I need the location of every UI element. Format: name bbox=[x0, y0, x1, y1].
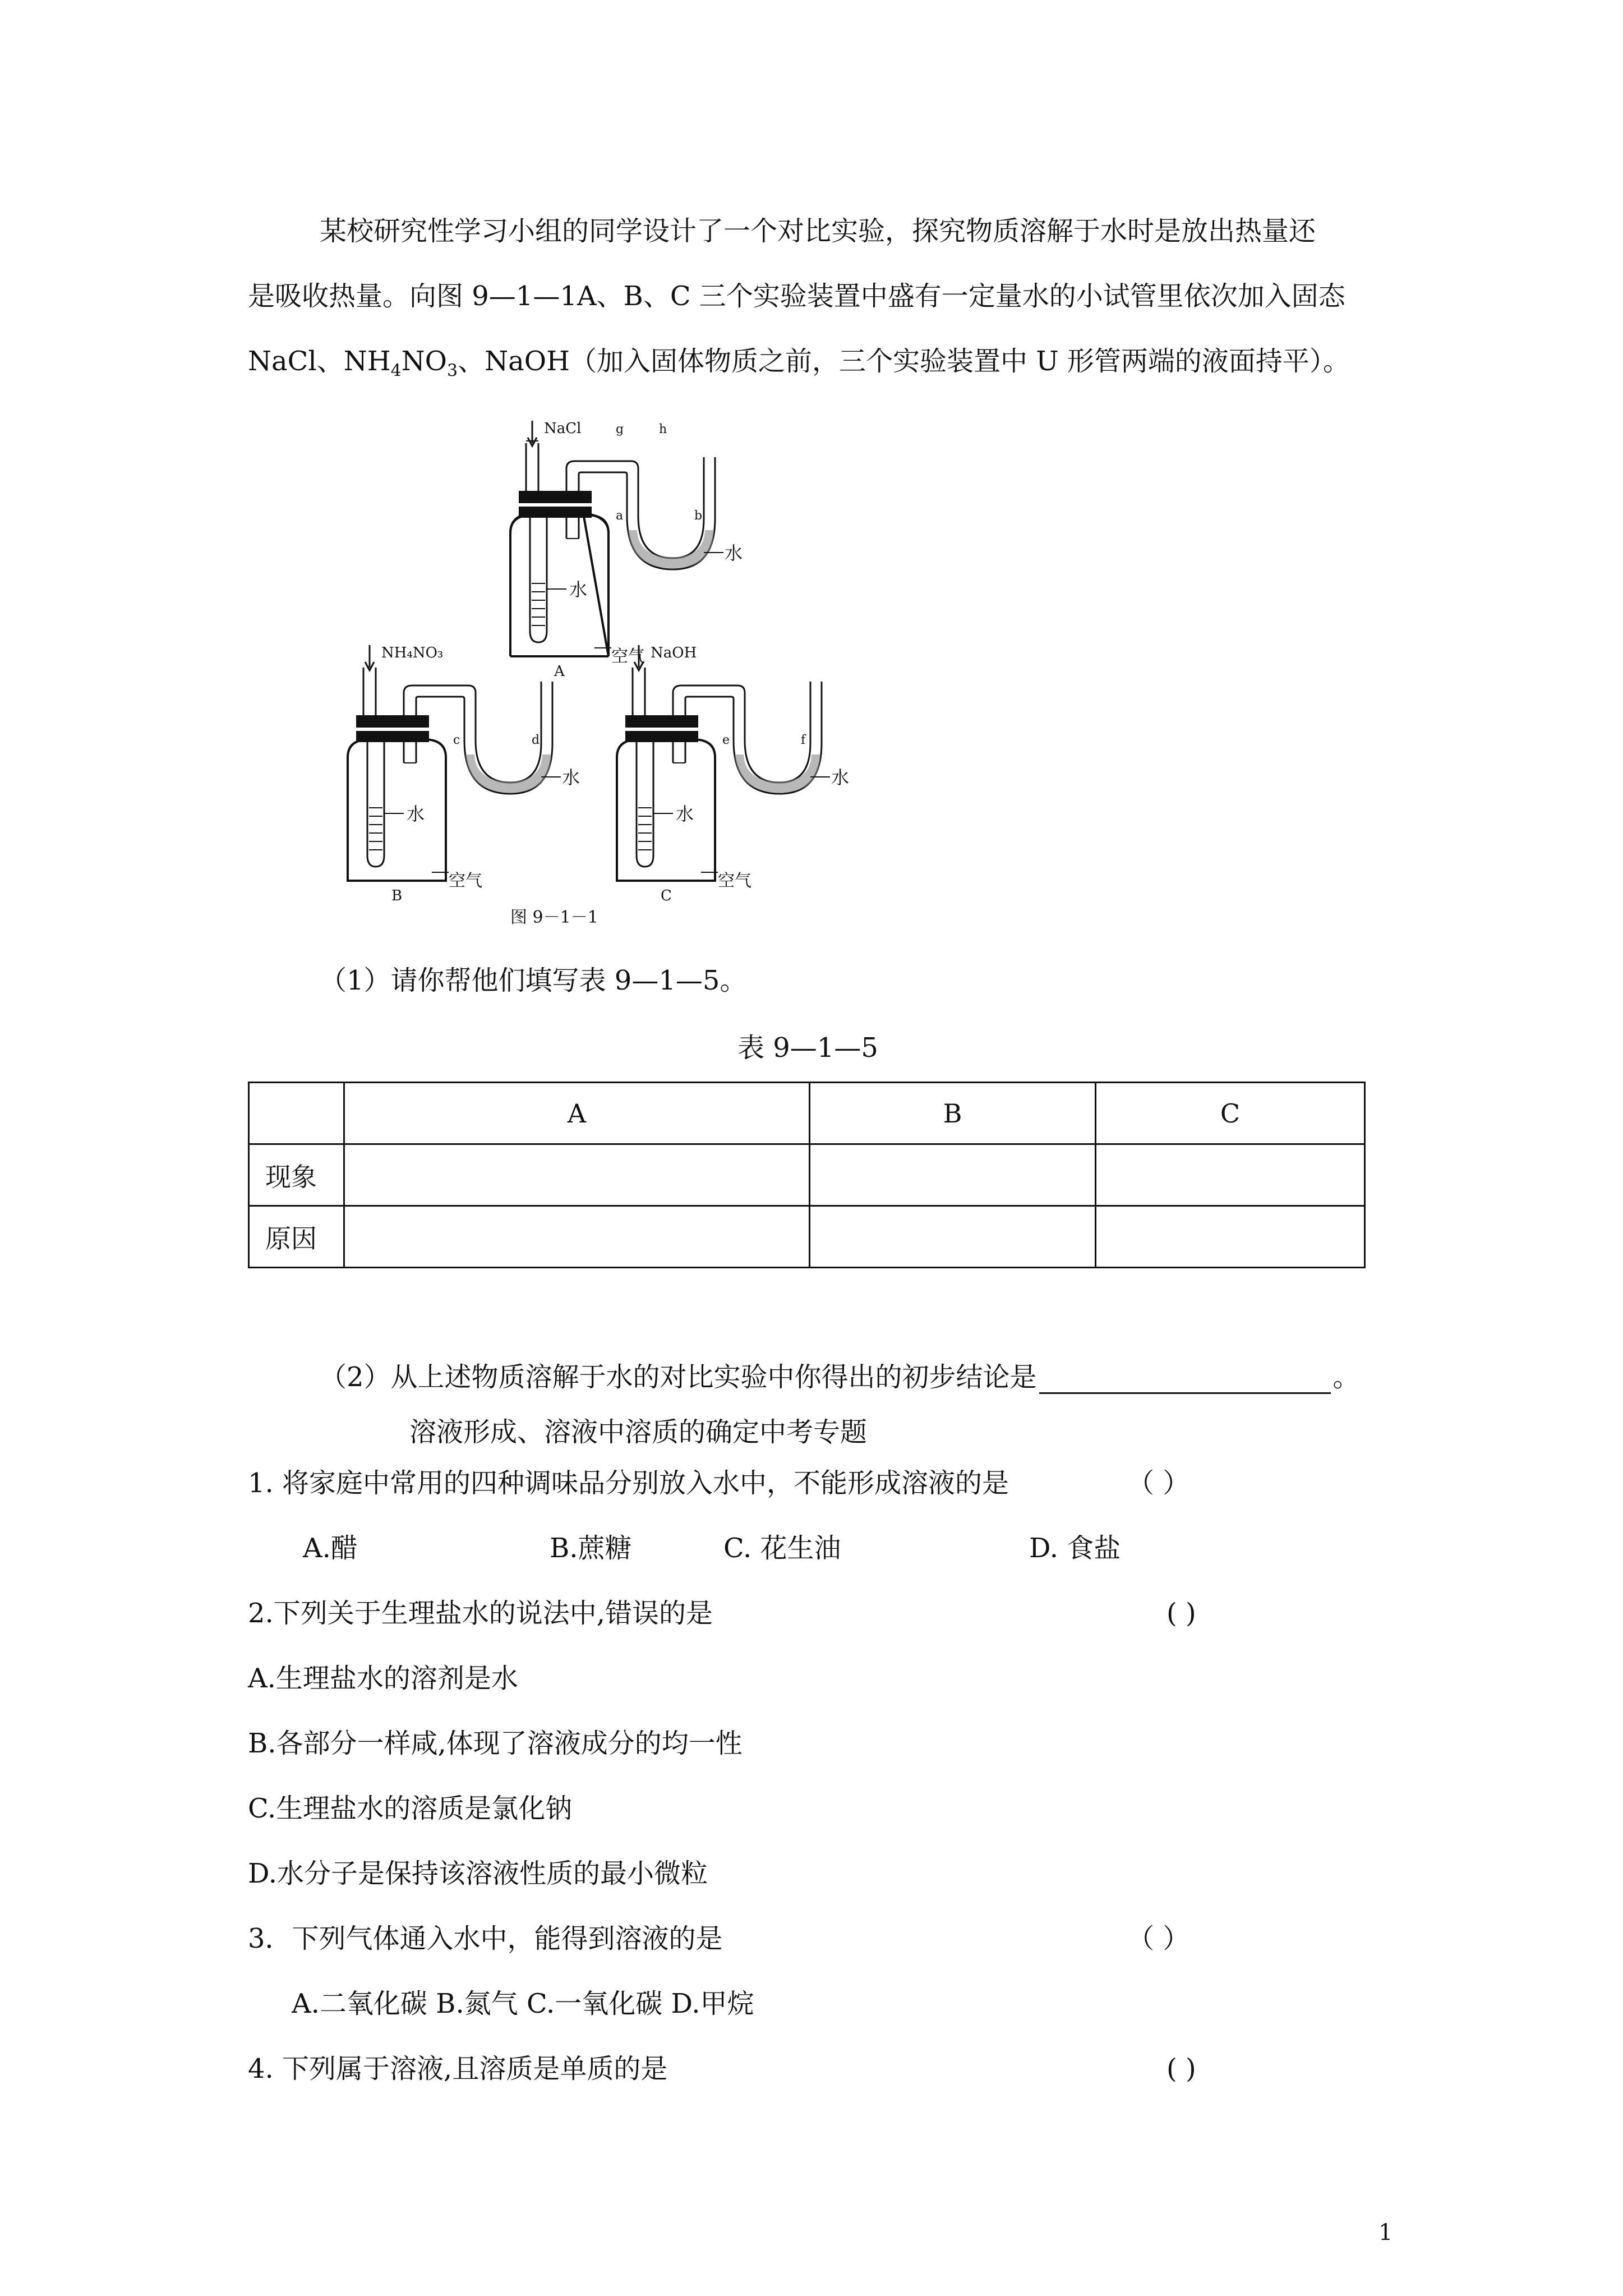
table-header-blank bbox=[249, 1083, 344, 1144]
cell-reason-c[interactable] bbox=[1096, 1206, 1365, 1268]
row-label-reason: 原因 bbox=[249, 1206, 344, 1268]
svg-text:A: A bbox=[554, 663, 565, 680]
q3-paren: （ ） bbox=[1127, 1923, 1190, 1954]
q1-paren: （ ） bbox=[1127, 1467, 1190, 1499]
q3-options[interactable]: A.二氧化碳 B.氮气 C.一氧化碳 D.甲烷 bbox=[292, 1988, 754, 2019]
question-1-prompt: （1）请你帮他们填写表 9—1—5。 bbox=[320, 965, 747, 996]
q1-option-d[interactable]: D. 食盐 bbox=[1029, 1533, 1121, 1564]
intro-line-2: 是吸收热量。向图 9—1—1A、B、C 三个实验装置中盛有一定量水的小试管里依次加入固态 bbox=[248, 280, 1345, 312]
svg-text:水: 水 bbox=[569, 579, 588, 600]
svg-text:空气: 空气 bbox=[449, 871, 482, 891]
cell-phenomenon-a[interactable] bbox=[344, 1144, 810, 1206]
cell-phenomenon-b[interactable] bbox=[810, 1144, 1096, 1206]
svg-text:B: B bbox=[391, 887, 403, 904]
q2-option-b[interactable]: B.各部分一样咸,体现了溶液成分的均一性 bbox=[248, 1728, 743, 1759]
svg-text:空气: 空气 bbox=[611, 647, 645, 666]
svg-text:NaOH: NaOH bbox=[651, 645, 697, 661]
q1-option-a[interactable]: A.醋 bbox=[303, 1533, 358, 1564]
section-title: 溶液形成、溶液中溶质的确定中考专题 bbox=[409, 1416, 868, 1448]
svg-text:空气: 空气 bbox=[718, 871, 751, 891]
table-header-c: C bbox=[1096, 1083, 1365, 1144]
svg-text:水: 水 bbox=[725, 542, 743, 564]
q4-paren: ( ) bbox=[1166, 2053, 1196, 2085]
svg-text:水: 水 bbox=[562, 767, 580, 788]
apparatus-figure bbox=[314, 398, 852, 937]
cell-phenomenon-c[interactable] bbox=[1096, 1144, 1365, 1206]
apparatus-a bbox=[510, 420, 743, 680]
svg-text:a: a bbox=[616, 509, 624, 523]
cell-reason-b[interactable] bbox=[810, 1206, 1096, 1268]
table-title: 表 9—1—5 bbox=[737, 1032, 878, 1064]
svg-text:e: e bbox=[722, 733, 730, 747]
answer-blank[interactable] bbox=[1039, 1364, 1331, 1394]
cell-reason-a[interactable] bbox=[344, 1206, 810, 1268]
results-table bbox=[248, 1082, 1366, 1268]
q2-option-c[interactable]: C.生理盐水的溶质是氯化钠 bbox=[248, 1793, 573, 1824]
table-header-b: B bbox=[810, 1083, 1096, 1144]
svg-text:C: C bbox=[661, 887, 672, 904]
q1-stem: 1. 将家庭中常用的四种调味品分别放入水中，不能形成溶液的是 bbox=[248, 1467, 1009, 1499]
intro-line-3: NaCl、$NH_4NO_3$、NaOH（加入固体物质之前，三个实验装置中 U 形管两端的液面持平）。 bbox=[248, 346, 1350, 381]
svg-text:NH₄NO₃: NH₄NO₃ bbox=[381, 645, 444, 661]
intro-line-1: 某校研究性学习小组的同学设计了一个对比实验，探究物质溶解于水时是放出热量还 bbox=[320, 215, 1316, 247]
svg-text:c: c bbox=[453, 733, 460, 747]
question-2-text: （2）从上述物质溶解于水的对比实验中你得出的初步结论是 。 bbox=[320, 1361, 1360, 1393]
svg-text:NaCl: NaCl bbox=[544, 420, 582, 437]
page-number: 1 bbox=[1378, 2220, 1393, 2246]
svg-text:水: 水 bbox=[407, 803, 425, 825]
q2-option-d[interactable]: D.水分子是保持该溶液性质的最小微粒 bbox=[248, 1858, 708, 1889]
svg-text:水: 水 bbox=[676, 803, 694, 825]
q1-option-b[interactable]: B.蔗糖 bbox=[550, 1533, 632, 1564]
q2-stem: 2.下列关于生理盐水的说法中,错误的是 bbox=[248, 1598, 713, 1629]
svg-text:水: 水 bbox=[831, 767, 850, 788]
svg-text:b: b bbox=[694, 509, 703, 523]
svg-text:d: d bbox=[532, 733, 540, 747]
apparatus-b bbox=[348, 645, 580, 904]
svg-text:h: h bbox=[659, 422, 667, 436]
q2-paren: ( ) bbox=[1166, 1598, 1196, 1629]
q3-stem: 3．下列气体通入水中，能得到溶液的是 bbox=[248, 1923, 723, 1954]
row-label-phenomenon: 现象 bbox=[249, 1144, 344, 1206]
q2-option-a[interactable]: A.生理盐水的溶剂是水 bbox=[248, 1663, 518, 1694]
q1-option-c[interactable]: C. 花生油 bbox=[723, 1533, 841, 1564]
apparatus-c bbox=[617, 645, 849, 904]
q4-stem: 4. 下列属于溶液,且溶质是单质的是 bbox=[248, 2053, 668, 2085]
table-header-a: A bbox=[344, 1083, 810, 1144]
svg-text:g: g bbox=[616, 422, 624, 436]
figure-caption: 图 9－1－1 bbox=[510, 908, 598, 927]
svg-text:f: f bbox=[801, 733, 806, 747]
